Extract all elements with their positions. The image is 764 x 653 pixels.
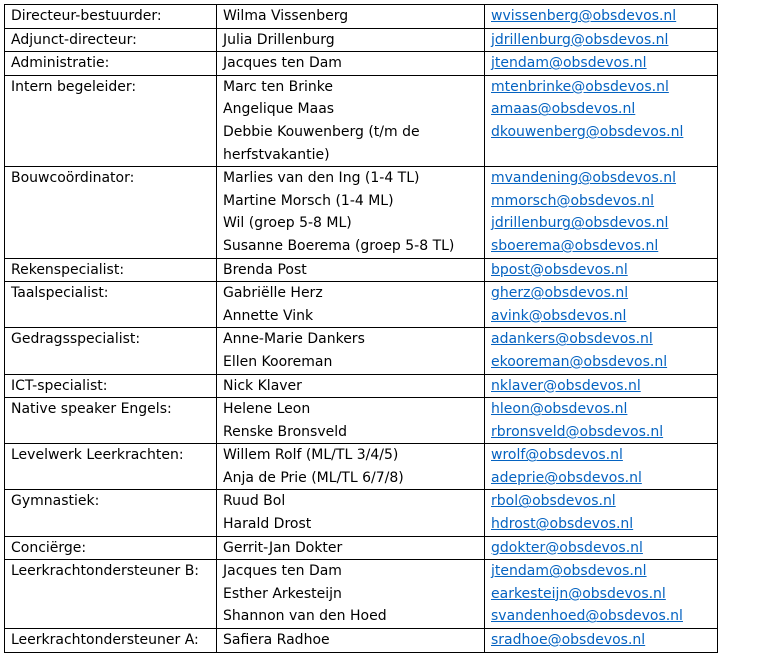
email-link[interactable]: wvissenberg@obsdevos.nl (491, 8, 677, 24)
email-link[interactable]: hleon@obsdevos.nl (491, 401, 628, 418)
table-row (5, 167, 718, 258)
person-name: Marc ten Brinke (223, 78, 334, 95)
email-link[interactable]: sboerema@obsdevos.nl (491, 237, 659, 254)
role-cell: Leerkrachtondersteuner A: (5, 629, 217, 653)
role-cell: Adjunct-directeur: (5, 28, 217, 52)
email-link[interactable]: mvandening@obsdevos.nl (491, 170, 677, 187)
role-cell: Gedragsspecialist: (5, 328, 217, 374)
person-name: Wil (groep 5-8 ML) (223, 215, 352, 232)
person-name: Esther Arkesteijn (223, 585, 342, 602)
role-cell: Taalspecialist: (5, 282, 217, 328)
person-name: Debbie Kouwenberg (t/m de herfstvakantie) (223, 123, 420, 163)
email-cell (485, 28, 718, 52)
name-cell (217, 536, 485, 560)
person-name: Susanne Boerema (groep 5-8 TL) (223, 237, 455, 254)
person-name: Renske Bronsveld (223, 423, 348, 440)
table-row (5, 258, 718, 282)
person-name: Brenda Post (223, 261, 307, 278)
email-link[interactable]: gdokter@obsdevos.nl (491, 539, 643, 556)
email-link[interactable]: rbol@obsdevos.nl (491, 493, 616, 510)
email-link[interactable]: adeprie@obsdevos.nl (491, 469, 642, 486)
name-cell (217, 560, 485, 629)
person-name: Angelique Maas (223, 101, 335, 118)
email-link[interactable]: earkesteijn@obsdevos.nl (491, 585, 666, 602)
table-row (5, 28, 718, 52)
name-cell (217, 5, 485, 29)
person-name: Ruud Bol (223, 493, 286, 510)
name-cell (217, 258, 485, 282)
person-name: Martine Morsch (1-4 ML) (223, 192, 394, 209)
staff-table-body (5, 5, 718, 653)
name-cell (217, 52, 485, 76)
email-link[interactable]: jdrillenburg@obsdevos.nl (491, 215, 669, 232)
role-cell: Bouwcoördinator: (5, 167, 217, 258)
table-row (5, 444, 718, 490)
email-link[interactable]: svandenhoed@obsdevos.nl (491, 608, 683, 625)
person-name: Jacques ten Dam (223, 563, 342, 580)
email-cell (485, 75, 718, 166)
email-cell (485, 52, 718, 76)
email-link[interactable]: jtendam@obsdevos.nl (491, 55, 647, 72)
email-cell (485, 398, 718, 444)
email-cell (485, 167, 718, 258)
name-cell (217, 629, 485, 653)
table-row (5, 629, 718, 653)
table-row (5, 328, 718, 374)
table-row (5, 5, 718, 29)
name-cell (217, 28, 485, 52)
name-cell (217, 444, 485, 490)
person-name: Julia Drillenburg (223, 31, 335, 48)
email-cell (485, 374, 718, 398)
table-row (5, 560, 718, 629)
email-cell (485, 282, 718, 328)
email-cell (485, 5, 718, 29)
email-link[interactable]: jdrillenburg@obsdevos.nl (491, 31, 669, 48)
staff-contact-table (4, 4, 718, 653)
email-cell (485, 258, 718, 282)
table-row (5, 75, 718, 166)
email-link[interactable]: mtenbrinke@obsdevos.nl (491, 78, 669, 95)
role-cell: Intern begeleider: (5, 75, 217, 166)
table-row (5, 282, 718, 328)
email-link[interactable]: dkouwenberg@obsdevos.nl (491, 123, 684, 140)
name-cell (217, 490, 485, 536)
role-cell: Gymnastiek: (5, 490, 217, 536)
email-link[interactable]: rbronsveld@obsdevos.nl (491, 423, 664, 440)
email-link[interactable]: gherz@obsdevos.nl (491, 285, 629, 302)
table-row (5, 52, 718, 76)
email-link[interactable]: nklaver@obsdevos.nl (491, 377, 641, 394)
person-name: Ellen Kooreman (223, 353, 333, 370)
person-name: Gerrit-Jan Dokter (223, 539, 343, 556)
email-cell (485, 490, 718, 536)
email-link[interactable]: bpost@obsdevos.nl (491, 261, 628, 278)
role-cell: Directeur-bestuurder: (5, 5, 217, 29)
email-link[interactable]: sradhoe@obsdevos.nl (491, 632, 646, 649)
email-link[interactable]: ekooreman@obsdevos.nl (491, 353, 668, 370)
role-cell: Levelwerk Leerkrachten: (5, 444, 217, 490)
person-name: Harald Drost (223, 516, 312, 533)
email-link[interactable]: amaas@obsdevos.nl (491, 101, 636, 118)
email-link[interactable]: jtendam@obsdevos.nl (491, 563, 647, 580)
person-name: Gabriëlle Herz (223, 285, 323, 302)
table-row (5, 536, 718, 560)
name-cell (217, 167, 485, 258)
person-name: Wilma Vissenberg (223, 8, 349, 24)
person-name: Willem Rolf (ML/TL 3/4/5) (223, 447, 399, 464)
email-cell (485, 560, 718, 629)
email-cell (485, 444, 718, 490)
role-cell: Rekenspecialist: (5, 258, 217, 282)
person-name: Safiera Radhoe (223, 632, 330, 649)
name-cell (217, 328, 485, 374)
email-cell (485, 629, 718, 653)
name-cell (217, 398, 485, 444)
person-name: Shannon van den Hoed (223, 608, 387, 625)
role-cell: Administratie: (5, 52, 217, 76)
person-name: Nick Klaver (223, 377, 302, 394)
person-name: Helene Leon (223, 401, 311, 418)
table-row (5, 490, 718, 536)
name-cell (217, 374, 485, 398)
person-name: Anja de Prie (ML/TL 6/7/8) (223, 469, 404, 486)
name-cell (217, 282, 485, 328)
table-row (5, 398, 718, 444)
name-cell (217, 75, 485, 166)
person-name: Anne-Marie Dankers (223, 331, 365, 348)
email-link[interactable]: avink@obsdevos.nl (491, 307, 627, 324)
email-link[interactable]: mmorsch@obsdevos.nl (491, 192, 655, 209)
person-name: Annette Vink (223, 307, 314, 324)
person-name: Marlies van den Ing (1-4 TL) (223, 170, 420, 187)
role-cell: ICT-specialist: (5, 374, 217, 398)
role-cell: Native speaker Engels: (5, 398, 217, 444)
email-cell (485, 328, 718, 374)
email-link[interactable]: hdrost@obsdevos.nl (491, 516, 634, 533)
email-link[interactable]: adankers@obsdevos.nl (491, 331, 653, 348)
role-cell: Conciërge: (5, 536, 217, 560)
role-cell: Leerkrachtondersteuner B: (5, 560, 217, 629)
person-name: Jacques ten Dam (223, 55, 342, 72)
table-row (5, 374, 718, 398)
email-link[interactable]: wrolf@obsdevos.nl (491, 447, 623, 464)
email-cell (485, 536, 718, 560)
